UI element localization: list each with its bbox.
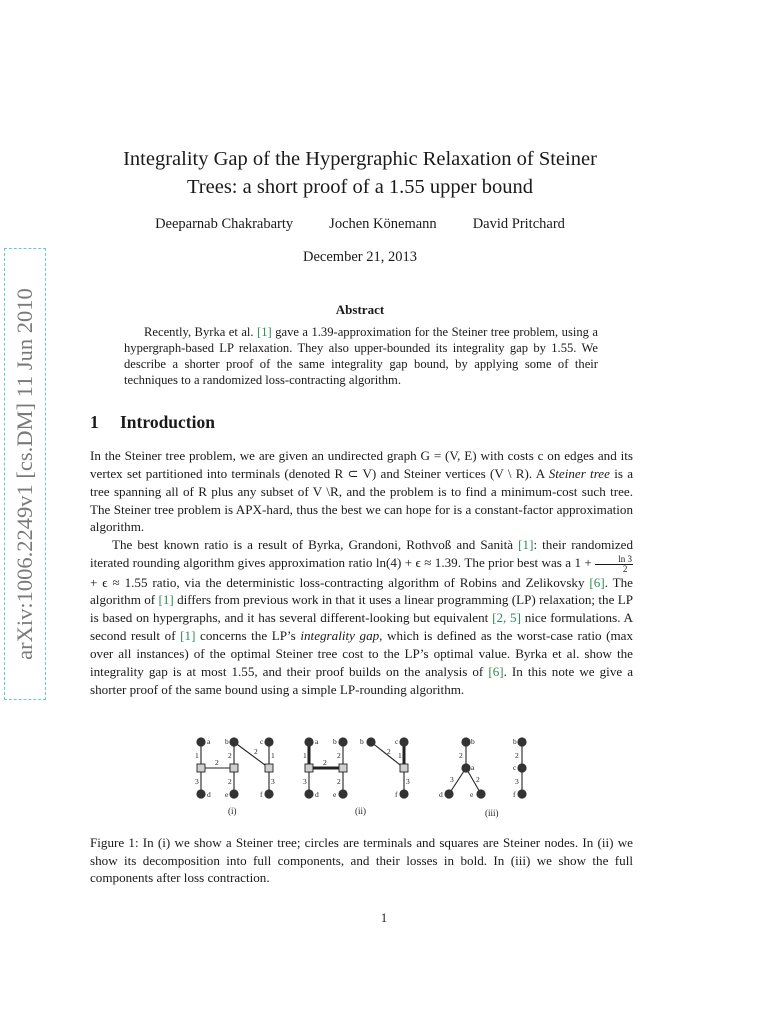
terminal-node (196, 737, 205, 746)
section-heading (90, 412, 215, 433)
author: Deeparnab Chakrabarty (155, 216, 294, 232)
node-label: a (207, 737, 211, 746)
edge-label: 3 (450, 775, 454, 784)
edge-label: 2 (323, 758, 327, 767)
abstract-span: gave a 1.39-approximation for the Steiner tree problem, using a hypergraph-based LP relaxation. They also upper-bounded its integrality gap by 1.55. We describe a shorter proof of the same integrality gap bound, by applying some of their techniques to a randomized loss-contracting algorithm. (124, 325, 598, 387)
edge-label: 1 (398, 751, 402, 760)
terminal-node (338, 789, 347, 798)
section-title: Introduction (120, 412, 215, 432)
terminal-node (304, 789, 313, 798)
node-label: c (260, 737, 264, 746)
edge-label: 1 (303, 751, 307, 760)
text-span: : their randomized iterated rounding algorithm gives approximation ratio ln(4) + ϵ ≈ 1.39. The prior best was a 1 + (90, 537, 633, 571)
edge-label: 3 (195, 777, 199, 786)
edge-label: 3 (303, 777, 307, 786)
text-span: . In this note we give a shorter proof of the same bound using a simple LP-rounding algorithm. (90, 663, 634, 697)
edge-label: 2 (228, 751, 232, 760)
edge-label: 2 (228, 777, 232, 786)
subfigure-label: (ii) (355, 806, 366, 816)
abstract-span: Recently, Byrka et al. (144, 325, 258, 339)
emphasis: Steiner tree (548, 465, 610, 481)
node-label: b (513, 737, 517, 746)
terminal-node (264, 789, 273, 798)
fraction-denominator: 2 (622, 563, 628, 574)
edge-label: 1 (271, 751, 275, 760)
title-line-2: Trees: a short proof of a 1.55 upper bound (187, 176, 533, 198)
node-label: f (260, 790, 263, 799)
arxiv-identifier[interactable]: arXiv:1006.2249v1 [cs.DM] 11 Jun 2010 (4, 248, 46, 700)
paper-title (60, 145, 660, 201)
abstract-heading: Abstract (335, 302, 385, 317)
node-label: d (207, 790, 211, 799)
terminal-node (304, 737, 313, 746)
edge-label: 2 (459, 751, 463, 760)
edge-label: 2 (215, 758, 219, 767)
terminal-node (399, 737, 408, 746)
terminal-node (444, 789, 453, 798)
arxiv-sidebar (4, 248, 46, 700)
page-number: 1 (380, 911, 388, 925)
terminal-node (229, 737, 238, 746)
fraction (595, 555, 633, 574)
text-span: nice formulations. A second result of (90, 610, 633, 644)
text-span: concerns the LP’s (195, 628, 301, 644)
text-span: The best known ratio is a result of Byrka, Grandoni, Rothvoß and Sanità (112, 537, 519, 553)
edge-label: 2 (515, 751, 519, 760)
terminal-node (461, 763, 470, 772)
figure-panel-iii (449, 742, 522, 794)
edge-label: 3 (406, 777, 410, 786)
emphasis: integrality gap (300, 628, 380, 644)
node-label: b (333, 737, 337, 746)
terminal-node (517, 789, 526, 798)
figure-caption: Figure 1: In (i) we show a Steiner tree; circles are terminals and squares are Steiner nodes. In (ii) we show its decomposition into full components, and their losses in bold. In (iii) we show the full components after loss contraction. (90, 835, 633, 886)
steiner-node (339, 764, 347, 772)
text-span: differs from previous work in that it uses a linear programming (LP) relaxation; the LP is based on hypergraphs, and it has several different-looking but equivalent (90, 592, 633, 626)
node-label: e (333, 790, 337, 799)
terminal-node (517, 737, 526, 746)
section-number: 1 (90, 412, 99, 432)
citation-link[interactable]: [1] (158, 592, 174, 608)
edge-label: 2 (476, 775, 480, 784)
steiner-node (230, 764, 238, 772)
terminal-node (338, 737, 347, 746)
terminal-node (476, 789, 485, 798)
text-span: , which is defined as the worst-case ratio (max over all instances) of the optimal Steiner tree cost to the LP’s optimal value. Byrka et al. show the integrality gap is at most 1.55, and their proof builds on the analysis of (90, 628, 634, 679)
steiner-node (305, 764, 313, 772)
paragraph (90, 536, 633, 698)
paragraph (90, 447, 633, 536)
abstract-text (124, 324, 598, 388)
edge-label: 2 (254, 747, 258, 756)
text-span: + ϵ ≈ 1.55 ratio, via the deterministic loss-contracting algorithm of Robins and Zelikovsky (90, 574, 590, 590)
text-span: is a tree spanning all of R plus any subset of V \R, and the problem is to find a minimum-cost such tree. The Steiner tree problem is APX-hard, thus the best we can hope for is a constant-factor approximation algorithm. (90, 465, 634, 535)
citation-link[interactable]: [6] (488, 663, 504, 679)
citation-link[interactable]: [1] (257, 325, 272, 339)
steiner-node (400, 764, 408, 772)
body-text (90, 447, 633, 698)
author-list (60, 216, 660, 233)
steiner-node (265, 764, 273, 772)
figure-1 (188, 730, 538, 822)
terminal-node (264, 737, 273, 746)
node-label: d (439, 790, 443, 799)
edge-label: 2 (337, 751, 341, 760)
edge-label: 2 (387, 747, 391, 756)
node-label: b (225, 737, 229, 746)
node-label: e (470, 790, 474, 799)
author: David Pritchard (472, 216, 565, 232)
citation-link[interactable]: [2, 5] (492, 610, 521, 626)
node-label: b (471, 737, 475, 746)
node-label: b (360, 737, 364, 746)
edge-label: 3 (271, 777, 275, 786)
steiner-node (197, 764, 205, 772)
terminal-node (517, 763, 526, 772)
node-label: f (395, 790, 398, 799)
node-label: d (315, 790, 319, 799)
node-label: a (315, 737, 319, 746)
terminal-node (196, 789, 205, 798)
title-line-1: Integrality Gap of the Hypergraphic Relaxation of Steiner (123, 148, 597, 170)
node-label: e (225, 790, 229, 799)
paper-date: December 21, 2013 (303, 249, 417, 265)
terminal-node (399, 789, 408, 798)
edge-label: 1 (195, 751, 199, 760)
citation-link[interactable]: [1] (180, 628, 196, 644)
terminal-node (461, 737, 470, 746)
author: Jochen Könemann (329, 216, 437, 232)
node-label: a (471, 763, 475, 772)
node-label: c (513, 763, 517, 772)
citation-link[interactable]: [1] (518, 537, 534, 553)
terminal-node (366, 737, 375, 746)
citation-link[interactable]: [6] (589, 574, 605, 590)
node-label: c (395, 737, 399, 746)
subfigure-label: (iii) (485, 808, 499, 818)
edge-label: 2 (337, 777, 341, 786)
edge-label: 3 (515, 777, 519, 786)
subfigure-label: (i) (228, 806, 237, 816)
node-label: f (513, 790, 516, 799)
fraction-numerator: ln 3 (595, 555, 633, 565)
text-span: . The algorithm of (90, 574, 633, 608)
text-span: In the Steiner tree problem, we are given an undirected graph G = (V, E) with costs c on edges and its vertex set partitioned into terminals (denoted R ⊂ V) and Steiner vertices (V \ R). A (90, 448, 633, 481)
terminal-node (229, 789, 238, 798)
